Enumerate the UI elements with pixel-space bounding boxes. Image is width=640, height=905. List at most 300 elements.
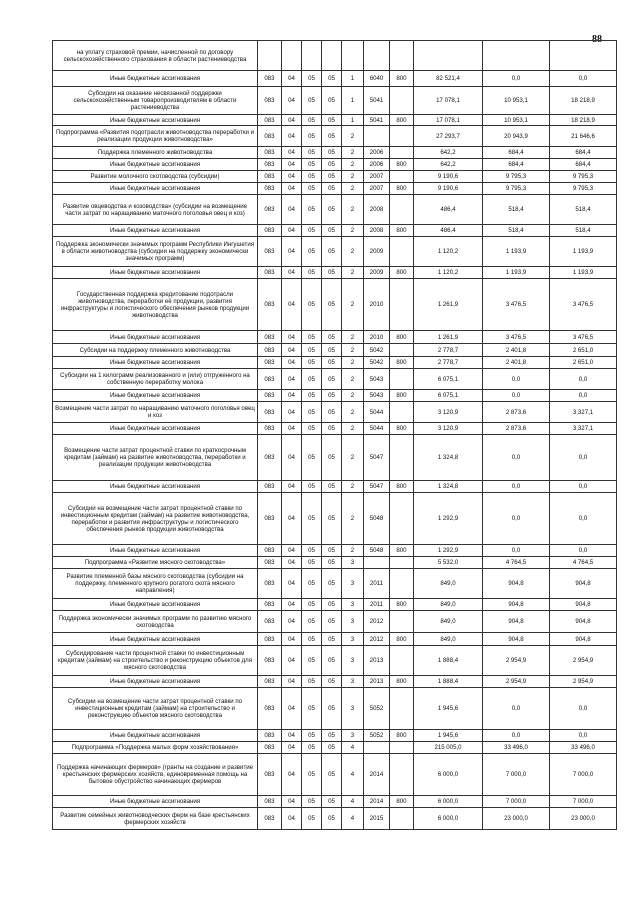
section-code: 04: [282, 611, 302, 633]
subprogram-code: 3: [342, 633, 364, 646]
subsection-code: 05: [302, 183, 322, 195]
section-code: 04: [282, 435, 302, 481]
value-year-1: 642,2: [414, 147, 483, 159]
value-year-3: 9 795,3: [550, 183, 617, 195]
article-code: 5048: [364, 545, 390, 557]
ministry-code: 083: [258, 225, 282, 237]
row-name: Подпрограмма «Развития подотрасли животноводства переработки и реализации продукции животноводства»: [53, 126, 258, 147]
value-year-3: 904,8: [550, 569, 617, 599]
subprogram-code: 2: [342, 344, 364, 357]
value-year-1: 27 293,7: [414, 126, 483, 147]
section-code: 04: [282, 676, 302, 688]
row-name: на уплату страховой премии, начисленной по договору сельскохозяйственного страхования в области растениеводства: [53, 41, 258, 71]
program-code: 05: [322, 279, 342, 331]
program-code: 05: [322, 435, 342, 481]
value-year-3: 904,8: [550, 633, 617, 646]
table-row: [53, 41, 617, 71]
section-code: 04: [282, 344, 302, 357]
row-name: Субсидирование части процентной ставки по инвестиционным кредитам (займам) на строительство и реконструкцию объектов для мясного скотоводства: [53, 646, 258, 676]
value-year-1: 5 532,0: [414, 557, 483, 569]
table-row: [53, 676, 617, 688]
value-year-1: 486,4: [414, 195, 483, 225]
program-code: 05: [322, 545, 342, 557]
subprogram-code: 2: [342, 147, 364, 159]
value-year-2: 0,0: [483, 730, 550, 742]
subprogram-code: 3: [342, 569, 364, 599]
section-code: 04: [282, 126, 302, 147]
value-year-2: 33 496,0: [483, 742, 550, 754]
row-name: Иные бюджетные ассигнования: [53, 730, 258, 742]
expense-type-code: [390, 147, 414, 159]
value-year-1: 849,0: [414, 599, 483, 611]
ministry-code: 083: [258, 267, 282, 279]
program-code: 05: [322, 159, 342, 171]
article-code: 5048: [364, 493, 390, 545]
expense-type-code: 800: [390, 796, 414, 808]
subprogram-code: 2: [342, 402, 364, 423]
subsection-code: 05: [302, 147, 322, 159]
ministry-code: 083: [258, 159, 282, 171]
subsection-code: 05: [302, 754, 322, 796]
subsection-code: 05: [302, 435, 322, 481]
subprogram-code: 3: [342, 646, 364, 676]
program-code: 05: [322, 195, 342, 225]
article-code: 5044: [364, 423, 390, 435]
subsection-code: 05: [302, 402, 322, 423]
value-year-1: 1 945,6: [414, 730, 483, 742]
subsection-code: 05: [302, 730, 322, 742]
ministry-code: 083: [258, 344, 282, 357]
program-code: 05: [322, 796, 342, 808]
program-code: 05: [322, 611, 342, 633]
ministry-code: 083: [258, 369, 282, 390]
value-year-3: 2 651,0: [550, 344, 617, 357]
subprogram-code: 4: [342, 796, 364, 808]
expense-type-code: [390, 41, 414, 71]
subsection-code: 05: [302, 390, 322, 402]
subsection-code: 05: [302, 569, 322, 599]
article-code: 2007: [364, 171, 390, 183]
budget-table: [52, 40, 617, 830]
article-code: 2009: [364, 237, 390, 267]
value-year-1: 849,0: [414, 633, 483, 646]
program-code: 05: [322, 183, 342, 195]
value-year-1: 1 292,9: [414, 545, 483, 557]
ministry-code: 083: [258, 557, 282, 569]
row-name: Поддержка экономически значимых программ Республики Ингушетия в области животноводства (субсидии на поддержку экономически значимых программ): [53, 237, 258, 267]
row-name: Развитие овцеводства и козоводства» (субсидии на возмещение части затрат по наращиванию маточного поголовья овец и коз): [53, 195, 258, 225]
program-code: 05: [322, 390, 342, 402]
ministry-code: 083: [258, 435, 282, 481]
value-year-1: 1 292,9: [414, 493, 483, 545]
subprogram-code: 2: [342, 183, 364, 195]
table-row: [53, 545, 617, 557]
subprogram-code: 3: [342, 676, 364, 688]
table-row: [53, 796, 617, 808]
row-name: Субсидии на возмещение части затрат процентной ставки по инвестиционным кредитам (займам) на строительство и реконструкцию объектов мясного скотоводства: [53, 688, 258, 730]
program-code: 05: [322, 730, 342, 742]
subprogram-code: 2: [342, 545, 364, 557]
section-code: 04: [282, 195, 302, 225]
row-name: Иные бюджетные ассигнования: [53, 159, 258, 171]
ministry-code: 083: [258, 390, 282, 402]
table-row: [53, 344, 617, 357]
row-name: Поддержка начинающих фермеров» (гранты на создание и развитие крестьянских фермерских хозяйств, единовременная помощь на бытовое обустройство начинающих фермеров: [53, 754, 258, 796]
ministry-code: 083: [258, 87, 282, 115]
table-row: [53, 423, 617, 435]
program-code: 05: [322, 402, 342, 423]
program-code: 05: [322, 754, 342, 796]
row-name: Субсидии на поддержку племенного животноводства: [53, 344, 258, 357]
subprogram-code: 4: [342, 808, 364, 830]
value-year-3: 2 651,0: [550, 357, 617, 369]
subprogram-code: 2: [342, 195, 364, 225]
program-code: 05: [322, 225, 342, 237]
value-year-1: 6 000,0: [414, 808, 483, 830]
expense-type-code: [390, 195, 414, 225]
ministry-code: 083: [258, 279, 282, 331]
expense-type-code: 800: [390, 267, 414, 279]
article-code: 2012: [364, 611, 390, 633]
ministry-code: 083: [258, 331, 282, 344]
table-row: [53, 87, 617, 115]
program-code: 05: [322, 357, 342, 369]
subsection-code: 05: [302, 267, 322, 279]
row-name: Иные бюджетные ассигнования: [53, 676, 258, 688]
row-name: Иные бюджетные ассигнования: [53, 599, 258, 611]
program-code: 05: [322, 369, 342, 390]
value-year-3: 7 000,0: [550, 754, 617, 796]
row-name: Иные бюджетные ассигнования: [53, 267, 258, 279]
program-code: 05: [322, 742, 342, 754]
value-year-1: 6 000,0: [414, 796, 483, 808]
table-row: [53, 390, 617, 402]
row-name: Иные бюджетные ассигнования: [53, 423, 258, 435]
article-code: 5041: [364, 87, 390, 115]
row-name: Иные бюджетные ассигнования: [53, 390, 258, 402]
subprogram-code: 2: [342, 159, 364, 171]
table-row: [53, 611, 617, 633]
ministry-code: 083: [258, 688, 282, 730]
section-code: 04: [282, 357, 302, 369]
section-code: 04: [282, 796, 302, 808]
row-name: Поддержка племенного животноводства: [53, 147, 258, 159]
ministry-code: 083: [258, 754, 282, 796]
ministry-code: 083: [258, 545, 282, 557]
program-code: 05: [322, 808, 342, 830]
value-year-2: 1 193,9: [483, 267, 550, 279]
table-row: [53, 493, 617, 545]
ministry-code: 083: [258, 730, 282, 742]
ministry-code: [258, 41, 282, 71]
article-code: 5044: [364, 402, 390, 423]
row-name: Возмещение части затрат процентной ставки по краткосрочным кредитам (займам) на развитие животноводства, переработки и реализации продукции животноводства: [53, 435, 258, 481]
value-year-1: 1 261,9: [414, 279, 483, 331]
table-row: [53, 225, 617, 237]
value-year-1: 3 120,9: [414, 423, 483, 435]
ministry-code: 083: [258, 147, 282, 159]
value-year-2: 0,0: [483, 545, 550, 557]
ministry-code: 083: [258, 599, 282, 611]
value-year-3: 3 327,1: [550, 402, 617, 423]
value-year-3: 0,0: [550, 730, 617, 742]
value-year-2: 3 476,5: [483, 279, 550, 331]
table-row: [53, 357, 617, 369]
value-year-3: 3 327,1: [550, 423, 617, 435]
value-year-3: 0,0: [550, 369, 617, 390]
expense-type-code: 800: [390, 357, 414, 369]
value-year-3: 18 218,9: [550, 115, 617, 126]
table-row: [53, 646, 617, 676]
program-code: 05: [322, 569, 342, 599]
value-year-2: 904,8: [483, 599, 550, 611]
table-row: [53, 126, 617, 147]
expense-type-code: 800: [390, 71, 414, 87]
value-year-2: 20 943,9: [483, 126, 550, 147]
article-code: 2006: [364, 159, 390, 171]
table-row: [53, 688, 617, 730]
value-year-1: 2 778,7: [414, 344, 483, 357]
subsection-code: 05: [302, 115, 322, 126]
section-code: 04: [282, 159, 302, 171]
article-code: 5043: [364, 390, 390, 402]
subprogram-code: 2: [342, 423, 364, 435]
table-row: [53, 267, 617, 279]
subsection-code: 05: [302, 279, 322, 331]
row-name: Иные бюджетные ассигнования: [53, 481, 258, 493]
article-code: 2010: [364, 331, 390, 344]
ministry-code: 083: [258, 808, 282, 830]
ministry-code: 083: [258, 195, 282, 225]
value-year-3: 23 000,0: [550, 808, 617, 830]
subsection-code: 05: [302, 159, 322, 171]
program-code: 05: [322, 147, 342, 159]
subprogram-code: 1: [342, 71, 364, 87]
expense-type-code: 800: [390, 331, 414, 344]
section-code: 04: [282, 183, 302, 195]
section-code: 04: [282, 267, 302, 279]
expense-type-code: [390, 402, 414, 423]
subsection-code: 05: [302, 611, 322, 633]
subprogram-code: 3: [342, 557, 364, 569]
program-code: 05: [322, 71, 342, 87]
value-year-3: 518,4: [550, 225, 617, 237]
subsection-code: 05: [302, 225, 322, 237]
section-code: 04: [282, 754, 302, 796]
value-year-2: 23 000,0: [483, 808, 550, 830]
program-code: 05: [322, 646, 342, 676]
expense-type-code: [390, 557, 414, 569]
expense-type-code: [390, 369, 414, 390]
expense-type-code: [390, 171, 414, 183]
subsection-code: 05: [302, 237, 322, 267]
subsection-code: 05: [302, 688, 322, 730]
ministry-code: 083: [258, 796, 282, 808]
value-year-2: 4 764,5: [483, 557, 550, 569]
article-code: 2009: [364, 267, 390, 279]
section-code: 04: [282, 493, 302, 545]
article-code: 5052: [364, 688, 390, 730]
subsection-code: 05: [302, 557, 322, 569]
value-year-2: 0,0: [483, 493, 550, 545]
value-year-2: 518,4: [483, 195, 550, 225]
subsection-code: 05: [302, 545, 322, 557]
expense-type-code: [390, 279, 414, 331]
program-code: 05: [322, 481, 342, 493]
value-year-1: 1 324,8: [414, 435, 483, 481]
value-year-1: 6 000,0: [414, 754, 483, 796]
program-code: 05: [322, 688, 342, 730]
subprogram-code: 3: [342, 611, 364, 633]
table-row: [53, 633, 617, 646]
row-name: Поддержка экономически значимых программ по развитию мясного скотоводства: [53, 611, 258, 633]
value-year-2: 9 795,3: [483, 183, 550, 195]
value-year-3: 2 954,9: [550, 676, 617, 688]
expense-type-code: [390, 435, 414, 481]
expense-type-code: 800: [390, 730, 414, 742]
expense-type-code: [390, 754, 414, 796]
subprogram-code: 2: [342, 126, 364, 147]
ministry-code: 083: [258, 237, 282, 267]
ministry-code: 083: [258, 742, 282, 754]
program-code: 05: [322, 344, 342, 357]
table-row: [53, 115, 617, 126]
expense-type-code: [390, 344, 414, 357]
ministry-code: 083: [258, 402, 282, 423]
subsection-code: 05: [302, 195, 322, 225]
table-row: [53, 369, 617, 390]
ministry-code: 083: [258, 646, 282, 676]
program-code: 05: [322, 493, 342, 545]
subsection-code: 05: [302, 71, 322, 87]
article-code: 2010: [364, 279, 390, 331]
subprogram-code: 3: [342, 730, 364, 742]
row-name: Развитие семейных животноводческих ферм на базе крестьянских фермерских хозяйств: [53, 808, 258, 830]
value-year-3: 0,0: [550, 71, 617, 87]
section-code: 04: [282, 808, 302, 830]
subsection-code: 05: [302, 344, 322, 357]
value-year-2: 2 401,8: [483, 344, 550, 357]
article-code: 2013: [364, 646, 390, 676]
row-name: Развитие племенной базы мясного скотоводства (субсидии на поддержку, племенного крупного рогатого скота мясного направления): [53, 569, 258, 599]
row-name: Иные бюджетные ассигнования: [53, 183, 258, 195]
expense-type-code: 800: [390, 633, 414, 646]
table-row: [53, 183, 617, 195]
expense-type-code: 800: [390, 183, 414, 195]
value-year-1: 17 078,1: [414, 115, 483, 126]
value-year-3: 7 000,0: [550, 796, 617, 808]
section-code: 04: [282, 87, 302, 115]
program-code: 05: [322, 171, 342, 183]
subsection-code: 05: [302, 599, 322, 611]
table-row: [53, 481, 617, 493]
subsection-code: 05: [302, 633, 322, 646]
value-year-2: 0,0: [483, 688, 550, 730]
value-year-3: 21 646,6: [550, 126, 617, 147]
value-year-1: 9 190,6: [414, 171, 483, 183]
row-name: Развитие молочного скотоводства (субсидии): [53, 171, 258, 183]
subprogram-code: 2: [342, 267, 364, 279]
section-code: [282, 41, 302, 71]
subsection-code: 05: [302, 796, 322, 808]
expense-type-code: [390, 742, 414, 754]
table-row: [53, 147, 617, 159]
value-year-2: 2 401,8: [483, 357, 550, 369]
subprogram-code: 2: [342, 435, 364, 481]
article-code: 2008: [364, 225, 390, 237]
value-year-3: 4 764,5: [550, 557, 617, 569]
ministry-code: 083: [258, 611, 282, 633]
value-year-3: 33 496,0: [550, 742, 617, 754]
program-code: 05: [322, 87, 342, 115]
value-year-1: 642,2: [414, 159, 483, 171]
value-year-1: 1 120,2: [414, 237, 483, 267]
subprogram-code: 2: [342, 369, 364, 390]
value-year-2: 904,8: [483, 611, 550, 633]
expense-type-code: 800: [390, 423, 414, 435]
value-year-3: 0,0: [550, 688, 617, 730]
ministry-code: 083: [258, 481, 282, 493]
subprogram-code: 1: [342, 115, 364, 126]
expense-type-code: 800: [390, 159, 414, 171]
expense-type-code: [390, 808, 414, 830]
section-code: 04: [282, 742, 302, 754]
article-code: 2014: [364, 754, 390, 796]
section-code: 04: [282, 423, 302, 435]
section-code: 04: [282, 599, 302, 611]
subsection-code: 05: [302, 423, 322, 435]
expense-type-code: 800: [390, 481, 414, 493]
subprogram-code: 2: [342, 225, 364, 237]
value-year-3: 684,4: [550, 147, 617, 159]
subsection-code: 05: [302, 808, 322, 830]
value-year-1: 1 324,8: [414, 481, 483, 493]
expense-type-code: [390, 611, 414, 633]
subsection-code: 05: [302, 676, 322, 688]
article-code: 5047: [364, 435, 390, 481]
subsection-code: 05: [302, 742, 322, 754]
page-number: 88: [592, 34, 602, 45]
ministry-code: 083: [258, 493, 282, 545]
ministry-code: 083: [258, 569, 282, 599]
section-code: 04: [282, 115, 302, 126]
value-year-3: 1 193,9: [550, 267, 617, 279]
subsection-code: 05: [302, 646, 322, 676]
table-row: [53, 171, 617, 183]
row-name: Иные бюджетные ассигнования: [53, 633, 258, 646]
subsection-code: 05: [302, 331, 322, 344]
value-year-2: 7 000,0: [483, 754, 550, 796]
value-year-1: 849,0: [414, 611, 483, 633]
article-code: [364, 126, 390, 147]
subsection-code: 05: [302, 369, 322, 390]
value-year-2: 684,4: [483, 147, 550, 159]
table-row: [53, 569, 617, 599]
program-code: 05: [322, 599, 342, 611]
ministry-code: 083: [258, 676, 282, 688]
expense-type-code: 800: [390, 115, 414, 126]
ministry-code: 083: [258, 115, 282, 126]
program-code: 05: [322, 331, 342, 344]
expense-type-code: 800: [390, 225, 414, 237]
value-year-2: 9 795,3: [483, 171, 550, 183]
table-row: [53, 71, 617, 87]
table-row: [53, 557, 617, 569]
row-name: Подпрограмма «Поддержка малых форм хозяйствования»: [53, 742, 258, 754]
subprogram-code: 2: [342, 279, 364, 331]
section-code: 04: [282, 646, 302, 676]
row-name: Иные бюджетные ассигнования: [53, 357, 258, 369]
